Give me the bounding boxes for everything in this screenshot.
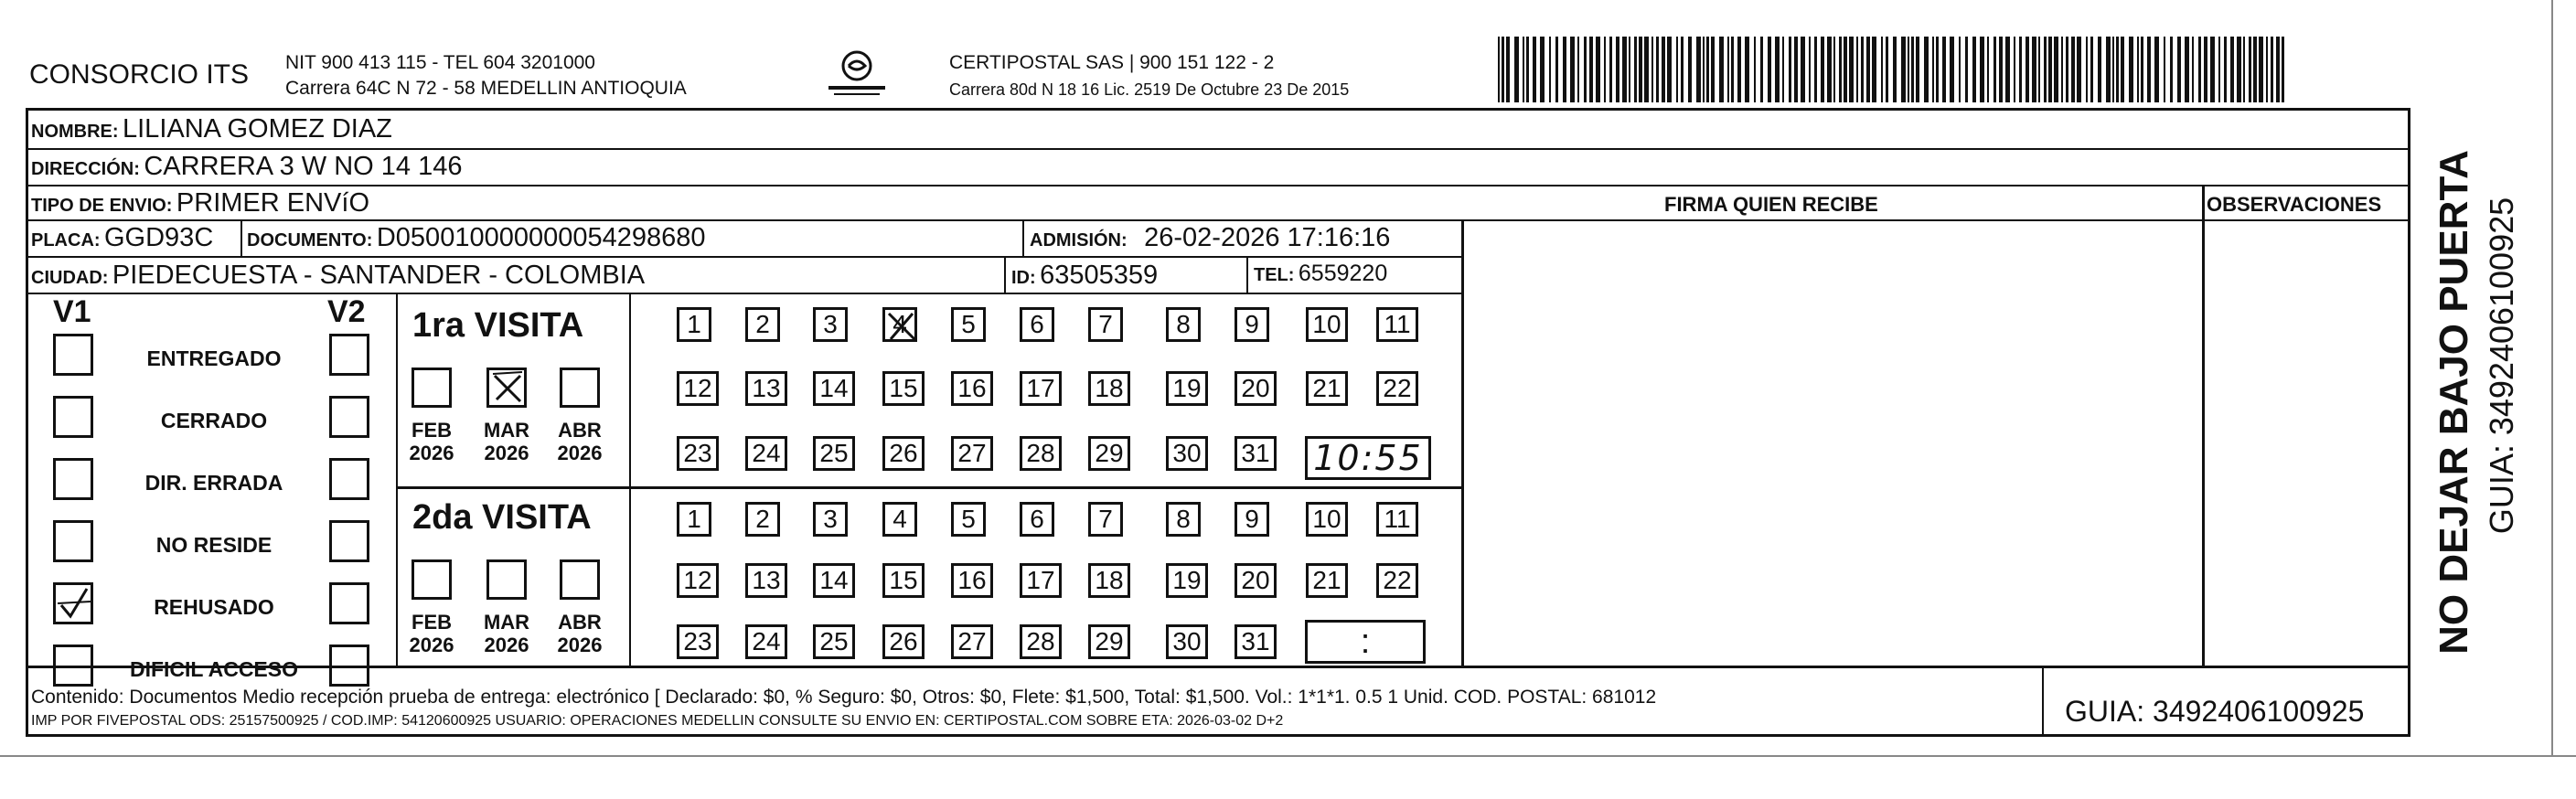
status-label: REHUSADO [154,595,274,619]
day-box-16[interactable] [951,563,993,598]
month-checkbox-feb[interactable] [412,368,452,408]
day-number: 25 [819,627,849,655]
v2-checkbox[interactable] [329,396,369,438]
day-box-7[interactable] [1088,307,1123,342]
day-box-14[interactable] [813,371,855,406]
day-box-20[interactable] [1235,371,1277,406]
day-number: 20 [1241,374,1270,402]
x-mark-icon [885,310,918,343]
ciudad-row [31,262,645,289]
day-box-10[interactable] [1306,307,1348,342]
day-number: 1 [687,505,701,533]
v1-checkbox[interactable] [53,645,93,687]
day-box-19[interactable] [1166,563,1208,598]
day-box-17[interactable] [1020,371,1062,406]
day-number: 28 [1026,439,1055,467]
day-number: 3 [823,310,838,338]
month-checkbox-abr[interactable] [560,559,600,600]
check-mark-icon [56,585,92,623]
day-number: 14 [819,374,849,402]
day-box-18[interactable] [1088,371,1130,406]
status-label: DIR. ERRADA [144,471,283,495]
day-box-21[interactable] [1306,563,1348,598]
day-box-10[interactable] [1306,502,1348,537]
carrier-info: CERTIPOSTAL SAS | 900 151 122 - 2 [949,52,1275,73]
documento-value: D050010000000054298680 [376,223,706,252]
day-number: 21 [1312,374,1341,402]
status-label: ENTREGADO [146,346,282,370]
day-box-29[interactable] [1088,436,1130,471]
day-number: 18 [1095,566,1124,594]
day-box-25[interactable] [813,436,855,471]
month-checkbox-mar[interactable] [486,368,527,408]
day-number: 1 [687,310,701,338]
placa-row [31,225,213,251]
day-box-30[interactable] [1166,624,1208,659]
id-value: 63505359 [1040,261,1159,290]
day-number: 23 [683,439,712,467]
day-box-21[interactable] [1306,371,1348,406]
day-number: 16 [957,566,987,594]
footer-contenido: Contenido: Documentos Medio recepción prueba de entrega: electrónico [ Declarado: $0, % Seguro: $0, Otros: $0, Flete: $1,500, Total: $1,500. Vol.: 1*1*1. 0.5 1 Unid. COD. POSTAL: 681012 [31,687,1657,708]
tel-value: 6559220 [1298,261,1388,286]
day-box-12[interactable] [677,563,719,598]
day-box-8[interactable] [1166,307,1201,342]
day-number: 4 [893,310,907,338]
day-number: 5 [961,310,976,338]
day-box-5[interactable] [951,307,986,342]
day-number: 26 [889,627,918,655]
day-box-4[interactable] [882,307,917,342]
month-label: ABR 2026 [557,419,603,465]
day-number: 7 [1098,310,1113,338]
day-number: 19 [1172,374,1202,402]
day-number: 5 [961,505,976,533]
day-box-13[interactable] [745,563,787,598]
day-box-1[interactable] [677,307,711,342]
day-box-31[interactable] [1235,624,1277,659]
day-number: 27 [957,439,987,467]
day-box-23[interactable] [677,624,719,659]
day-number: 7 [1098,505,1113,533]
day-box-24[interactable] [745,436,787,471]
day-box-7[interactable] [1088,502,1123,537]
nombre-label: NOMBRE: [31,122,119,142]
nombre-row [31,116,392,143]
day-number: 17 [1026,374,1055,402]
month-label: FEB 2026 [409,419,454,465]
tipo-label: TIPO DE ENVIO: [31,196,173,216]
day-number: 17 [1026,566,1055,594]
admision-label: ADMISIÓN: [1030,230,1128,250]
day-number: 4 [893,505,907,533]
day-number: 22 [1383,374,1412,402]
documento-row [247,225,706,251]
tipo-value: PRIMER ENVíO [176,188,370,218]
v1-header: V1 [53,294,91,329]
barcode-icon [1498,37,2284,102]
documento-label: DOCUMENTO: [247,230,373,250]
month-label: ABR 2026 [557,611,603,657]
month-checkbox-feb[interactable] [412,559,452,600]
tel-label: TEL: [1254,265,1295,285]
day-number: 24 [752,627,781,655]
day-number: 14 [819,566,849,594]
day-box-24[interactable] [745,624,787,659]
tel-row [1254,262,1387,285]
day-number: 11 [1384,505,1411,533]
placa-label: PLACA: [31,230,101,250]
day-box-5[interactable] [951,502,986,537]
day-box-3[interactable] [813,502,848,537]
status-label: DIFICIL ACCESO [129,657,298,681]
day-box-29[interactable] [1088,624,1130,659]
day-box-22[interactable] [1376,371,1418,406]
company-address: Carrera 64C N 72 - 58 MEDELLIN ANTIOQUIA [285,78,687,99]
day-box-8[interactable] [1166,502,1201,537]
day-box-1[interactable] [677,502,711,537]
v2-checkbox[interactable] [329,334,369,376]
v1-checkbox[interactable] [53,582,93,624]
barcode [1498,37,2284,102]
day-number: 13 [752,374,781,402]
day-number: 9 [1245,310,1259,338]
day-box-26[interactable] [882,436,925,471]
day-box-14[interactable] [813,563,855,598]
direccion-value: CARRERA 3 W NO 14 146 [144,152,463,181]
day-box-17[interactable] [1020,563,1062,598]
day-number: 24 [752,439,781,467]
v1-checkbox[interactable] [53,396,93,438]
day-box-30[interactable] [1166,436,1208,471]
side-guia: GUIA: 3492406100925 [2483,197,2520,535]
certipostal-logo-icon [821,46,893,102]
day-number: 15 [889,566,918,594]
day-box-12[interactable] [677,371,719,406]
day-box-11[interactable] [1376,307,1418,342]
firma-label: FIRMA QUIEN RECIBE [1664,193,1878,216]
observaciones-area[interactable] [2206,222,2407,665]
day-number: 10 [1312,505,1341,533]
month-checkbox-abr[interactable] [560,368,600,408]
month-label: FEB 2026 [409,611,454,657]
certipostal-logo [821,46,893,102]
day-number: 20 [1241,566,1270,594]
second-visit-time-value: : [1360,622,1371,661]
carrier-address: Carrera 80d N 18 16 Lic. 2519 De Octubre 23 De 2015 [949,80,1350,99]
day-box-11[interactable] [1376,502,1418,537]
footer-imp: IMP POR FIVEPOSTAL ODS: 25157500925 / COD.IMP: 54120600925 USUARIO: OPERACIONES MEDELLIN CONSULTE SU ENVIO EN: CERTIPOSTAL.COM SOBRE ETA: 2026-03-02 D+2 [31,713,1284,729]
admision-row [1030,225,1390,251]
day-number: 31 [1241,627,1270,655]
direccion-row [31,154,462,180]
firma-area[interactable] [1465,222,2200,665]
day-number: 28 [1026,627,1055,655]
month-checkbox-mar[interactable] [486,559,527,600]
day-number: 6 [1030,505,1044,533]
day-number: 2 [755,505,770,533]
v1-checkbox[interactable] [53,520,93,562]
v2-checkbox[interactable] [329,582,369,624]
company-name: CONSORCIO ITS [29,59,250,90]
day-number: 6 [1030,310,1044,338]
day-box-26[interactable] [882,624,925,659]
second-visit-title: 2da VISITA [412,498,592,537]
day-box-27[interactable] [951,624,993,659]
day-box-4[interactable] [882,502,917,537]
day-number: 13 [752,566,781,594]
admision-value: 26-02-2026 17:16:16 [1144,223,1391,252]
day-number: 18 [1095,374,1124,402]
placa-value: GGD93C [104,223,214,252]
v2-checkbox[interactable] [329,458,369,500]
day-number: 27 [957,627,987,655]
day-box-6[interactable] [1020,502,1054,537]
day-box-15[interactable] [882,563,925,598]
month-label: MAR 2026 [483,419,530,465]
v2-header: V2 [327,294,366,329]
day-number: 8 [1176,310,1191,338]
ciudad-value: PIEDECUESTA - SANTANDER - COLOMBIA [112,261,646,290]
nombre-value: LILIANA GOMEZ DIAZ [123,114,392,144]
day-number: 15 [889,374,918,402]
v1-checkbox[interactable] [53,458,93,500]
ciudad-label: CIUDAD: [31,268,109,288]
day-box-20[interactable] [1235,563,1277,598]
day-box-2[interactable] [745,307,780,342]
day-box-27[interactable] [951,436,993,471]
day-box-19[interactable] [1166,371,1208,406]
first-visit-time[interactable] [1305,436,1431,480]
day-box-9[interactable] [1235,502,1269,537]
day-number: 29 [1095,627,1124,655]
tipo-row [31,190,369,217]
x-mark-icon [489,370,526,407]
day-box-13[interactable] [745,371,787,406]
day-box-28[interactable] [1020,624,1062,659]
day-number: 3 [823,505,838,533]
v2-checkbox[interactable] [329,645,369,687]
day-box-23[interactable] [677,436,719,471]
observaciones-label: OBSERVACIONES [2207,193,2382,216]
company-nit: NIT 900 413 115 - TEL 604 3201000 [285,52,595,73]
day-number: 8 [1176,505,1191,533]
day-box-31[interactable] [1235,436,1277,471]
day-number: 2 [755,310,770,338]
v2-checkbox[interactable] [329,520,369,562]
day-number: 12 [683,566,712,594]
day-number: 22 [1383,566,1412,594]
day-number: 26 [889,439,918,467]
id-row [1011,262,1158,289]
day-number: 25 [819,439,849,467]
day-number: 31 [1241,439,1270,467]
day-number: 30 [1172,439,1202,467]
day-box-9[interactable] [1235,307,1269,342]
no-dejar-bajo-puerta: NO DEJAR BAJO PUERTA [2432,150,2476,655]
second-visit-time[interactable] [1305,620,1426,664]
status-label: NO RESIDE [155,533,273,557]
direccion-label: DIRECCIÓN: [31,159,140,179]
day-number: 29 [1095,439,1124,467]
day-box-6[interactable] [1020,307,1054,342]
footer-guia: GUIA: 3492406100925 [2065,695,2365,728]
day-number: 19 [1172,566,1202,594]
month-label: MAR 2026 [483,611,530,657]
day-number: 12 [683,374,712,402]
day-box-3[interactable] [813,307,848,342]
v1-checkbox[interactable] [53,334,93,376]
day-box-2[interactable] [745,502,780,537]
day-number: 30 [1172,627,1202,655]
day-number: 23 [683,627,712,655]
day-box-25[interactable] [813,624,855,659]
day-number: 9 [1245,505,1259,533]
day-box-15[interactable] [882,371,925,406]
day-box-16[interactable] [951,371,993,406]
day-box-18[interactable] [1088,563,1130,598]
day-number: 11 [1384,310,1411,338]
day-number: 21 [1312,566,1341,594]
id-label: ID: [1011,268,1036,288]
day-box-28[interactable] [1020,436,1062,471]
day-number: 10 [1312,310,1341,338]
first-visit-time-value: 10:55 [1313,438,1423,478]
first-visit-title: 1ra VISITA [412,306,584,345]
status-label: CERRADO [160,409,268,432]
day-number: 16 [957,374,987,402]
day-box-22[interactable] [1376,563,1418,598]
